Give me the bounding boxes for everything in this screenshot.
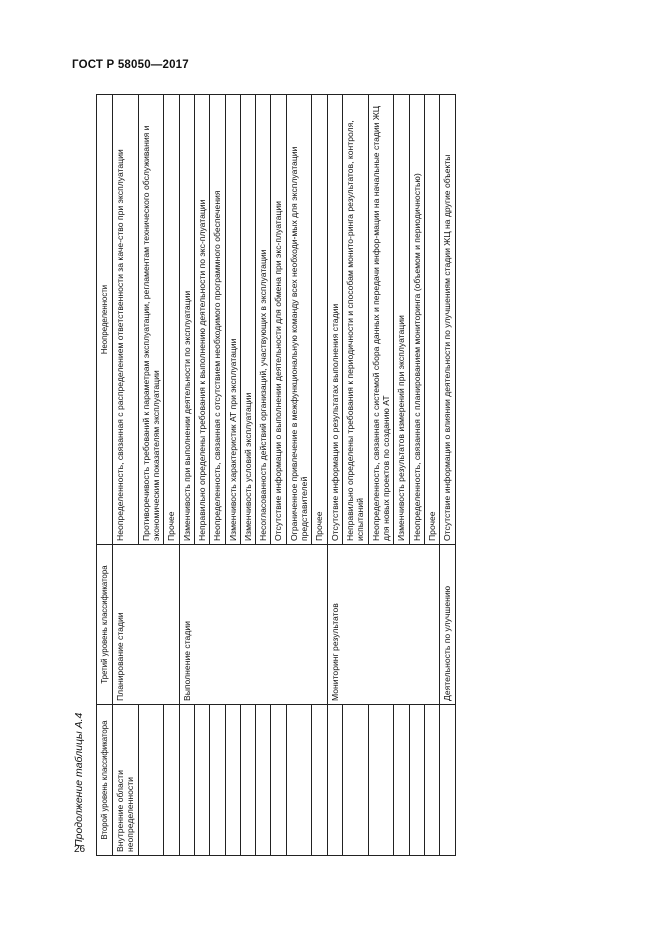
third-level-cell-cont: [194, 545, 209, 705]
second-level-cell-cont: [312, 705, 327, 856]
uncertainty-cell: Противоречивость требований к параметрам эксплуатации, регламентам технического обслуживания и экономическим показателям эксплуатации: [138, 95, 164, 545]
second-level-cell-cont: [225, 705, 240, 856]
third-level-cell: Мониторинг результатов: [327, 545, 342, 705]
third-level-cell-cont: [343, 545, 369, 705]
uncertainty-cell: Неправильно определены требования к выполнению деятельности по экс-плуатации: [194, 95, 209, 545]
table-row: [256, 95, 271, 856]
third-level-cell-cont: [138, 545, 164, 705]
table-row: [164, 95, 179, 856]
table-row: [240, 95, 255, 856]
table-body: [113, 95, 456, 856]
second-level-cell-cont: [194, 705, 209, 856]
second-level-cell: Внутренние области неопределенности: [113, 705, 139, 856]
second-level-cell-cont: [138, 705, 164, 856]
table-row: [327, 95, 342, 856]
third-level-cell: Выполнение стадии: [179, 545, 194, 705]
table-row: [225, 95, 240, 856]
third-level-cell-cont: [424, 545, 439, 705]
second-level-cell-cont: [409, 705, 424, 856]
third-level-cell-cont: [409, 545, 424, 705]
uncertainty-cell: Отсутствие информации о результатах выполнения стадии: [327, 95, 342, 545]
table-caption: Продолжение таблицы А.4: [73, 712, 85, 847]
table-row: [194, 95, 209, 856]
table-row: [409, 95, 424, 856]
third-level-cell: Планирование стадии: [113, 545, 139, 705]
table-row: [343, 95, 369, 856]
second-level-cell-cont: [327, 705, 342, 856]
third-level-cell-cont: [256, 545, 271, 705]
table-row: [113, 95, 139, 856]
uncertainty-cell: Изменчивость условий эксплуатации: [240, 95, 255, 545]
third-level-cell-cont: [240, 545, 255, 705]
uncertainty-cell: Изменчивость при выполнении деятельности по эксплуатации: [179, 95, 194, 545]
third-level-cell-cont: [312, 545, 327, 705]
uncertainty-cell: Изменчивость результатов измерений при эксплуатации: [394, 95, 409, 545]
table-row: [179, 95, 194, 856]
second-level-cell-cont: [179, 705, 194, 856]
table-row: [312, 95, 327, 856]
header-uncertainties: Неопределенности: [97, 95, 113, 545]
second-level-cell-cont: [240, 705, 255, 856]
second-level-cell-cont: [164, 705, 179, 856]
table-row: [394, 95, 409, 856]
uncertainty-cell: Изменчивость характеристик АТ при эксплуатации: [225, 95, 240, 545]
second-level-cell-cont: [256, 705, 271, 856]
uncertainty-cell: Неопределенность, связанная с планированием мониторинга (объемом и периодичностью): [409, 95, 424, 545]
second-level-cell-cont: [210, 705, 225, 856]
third-level-cell-cont: [271, 545, 286, 705]
table-row: [286, 95, 312, 856]
second-level-cell-cont: [394, 705, 409, 856]
third-level-cell-cont: [368, 545, 394, 705]
third-level-cell-cont: [225, 545, 240, 705]
header-third-level: Третий уровень классификатора: [97, 545, 113, 705]
uncertainty-cell: Несогласованность действий организаций, участвующих в эксплуатации: [256, 95, 271, 545]
third-level-cell-cont: [164, 545, 179, 705]
uncertainty-cell: Неправильно определены требования к периодичности и способам монито-ринга результатов, контроля, испытаний: [343, 95, 369, 545]
table-row: [271, 95, 286, 856]
third-level-cell-cont: [394, 545, 409, 705]
document-title: ГОСТ Р 58050—2017: [72, 59, 189, 71]
uncertainty-cell: Прочее: [312, 95, 327, 545]
uncertainty-cell: Неопределенность, связанная с отсутствием необходимого программного обеспечения: [210, 95, 225, 545]
second-level-cell-cont: [286, 705, 312, 856]
table-row: [210, 95, 225, 856]
uncertainty-cell: Ограниченное привлечение в межфункциональную команду всех необходи-мых для эксплуатации представителей: [286, 95, 312, 545]
third-level-cell-cont: [210, 545, 225, 705]
third-level-cell-cont: [286, 545, 312, 705]
uncertainty-cell: Прочее: [164, 95, 179, 545]
second-level-cell-cont: [440, 705, 455, 856]
uncertainty-cell: Прочее: [424, 95, 439, 545]
table-row: [138, 95, 164, 856]
classification-table: [96, 94, 456, 856]
table-header-row: [97, 95, 113, 856]
uncertainty-cell: Неопределенность, связанная с распределением ответственности за каче-ство при эксплуатации: [113, 95, 139, 545]
table-row: [424, 95, 439, 856]
page-number: 26: [74, 844, 86, 855]
uncertainty-cell: Отсутствие информации о влиянии деятельности по улучшениям стадии ЖЦ на другие объекты: [440, 95, 455, 545]
header-second-level: Второй уровень классификатора: [97, 705, 113, 856]
third-level-cell: Деятельность по улучшению: [440, 545, 455, 705]
second-level-cell-cont: [271, 705, 286, 856]
second-level-cell-cont: [368, 705, 394, 856]
table-row: [440, 95, 455, 856]
uncertainty-cell: Отсутствие информации о выполнении деятельности для обмена при экс-плуатации: [271, 95, 286, 545]
table-row: [368, 95, 394, 856]
uncertainty-cell: Неопределенность, связанная с системой сбора данных и передачи инфор-мации на начальные стадии ЖЦ для новых проектов по созданию АТ: [368, 95, 394, 545]
second-level-cell-cont: [424, 705, 439, 856]
second-level-cell-cont: [343, 705, 369, 856]
